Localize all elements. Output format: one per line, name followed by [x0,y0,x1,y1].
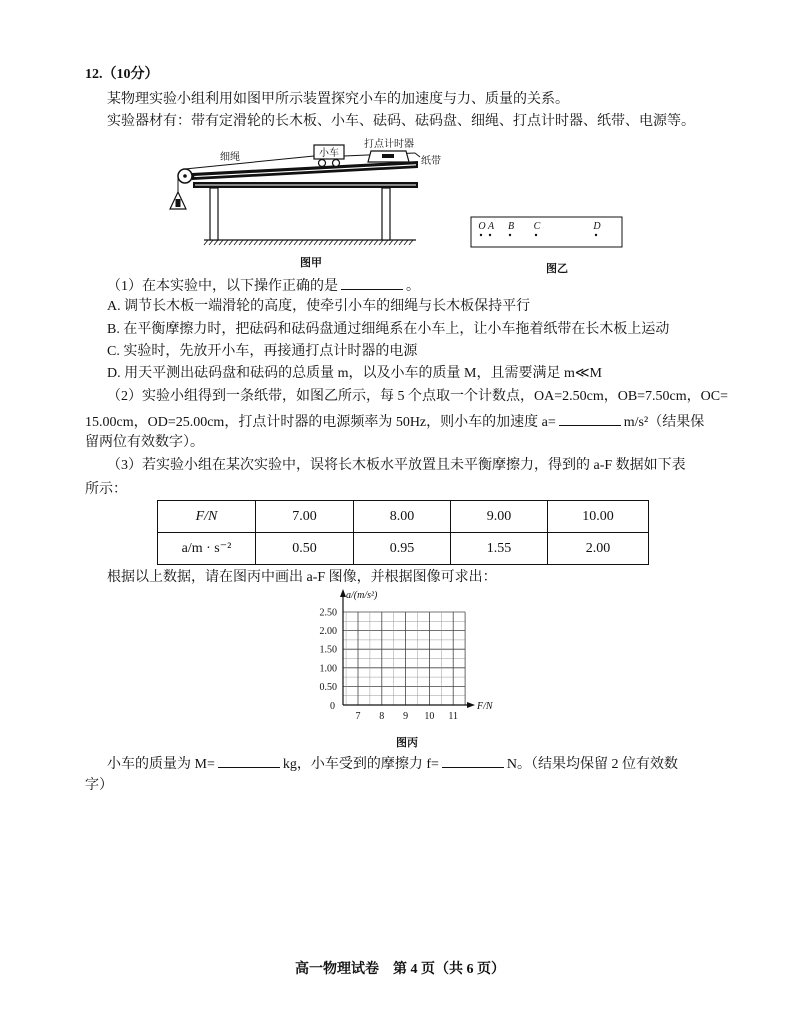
floor-hatch-mark [274,240,278,245]
answer-friction-text: kg，小车受到的摩擦力 f= [282,757,439,772]
floor-hatch-mark [404,240,408,245]
part-1-prompt-end: 。 [406,279,420,294]
option-b: B. 在平衡摩擦力时，把砝码和砝码盘通过细绳系在小车上，让小车拖着纸带在长木板上运动 [107,322,670,337]
point-label-b: B [507,221,515,232]
y-tick-label: 2.00 [319,626,337,638]
tape-dot [480,234,482,236]
floor-hatch-mark [359,240,363,245]
floor-hatch-mark [304,240,308,245]
x-tick-label: 11 [448,711,459,722]
option-c: C. 实验时，先放开小车，再接通打点计时器的电源 [107,344,418,359]
tape-leader [415,153,420,157]
y-tick-label: 2.50 [319,607,337,619]
floor-hatch-mark [349,240,353,245]
y-tick-label: 1.00 [319,663,337,675]
graph-instruction: 根据以上数据，请在图丙中画出 a-F 图像，并根据图像可求出： [107,570,497,585]
floor-hatch-mark [234,240,238,245]
floor-hatch-mark [244,240,248,245]
point-label-a: A [487,221,495,232]
part-2-text: 15.00cm，OD=25.00cm，打点计时器的电源频率为 50Hz，则小车的加速度 a= [85,415,556,430]
part-2-line-2 [85,410,704,433]
page-footer: 高一物理试卷 第 4 页（共 6 页） [295,962,505,977]
floor-hatch-mark [299,240,303,245]
cart-label: 小车 [319,148,339,159]
answer-blank-part-1 [341,274,403,290]
tape-label: 纸带 [421,156,441,167]
table-row-force [158,501,649,533]
tape-dot [595,234,597,236]
floor-hatch-mark [314,240,318,245]
floor-hatch-mark [264,240,268,245]
figure-b-tape [468,214,626,252]
answer-blank-mass [218,752,280,768]
floor-hatch-mark [354,240,358,245]
row-label-force: F/N [158,501,256,533]
floor-hatch-mark [289,240,293,245]
part-2-line-3: 留两位有效数字）。 [85,435,204,450]
row-label-acceleration: a/m · s⁻² [158,533,256,565]
floor-hatch-mark [344,240,348,245]
a-f-data-table [157,500,649,565]
figure-c-graph [298,588,498,726]
floor-hatch-mark [409,240,413,245]
floor-hatch-mark [219,240,223,245]
figure-c-caption: 图丙 [396,737,418,749]
intro-line-1: 某物理实验小组利用如图甲所示装置探究小车的加速度与力、质量的关系。 [107,92,569,107]
question-number: 12.（10分） [85,67,159,82]
figure-a-apparatus [168,136,443,248]
table-cell: 1.55 [451,533,548,565]
point-label-d: D [593,221,601,232]
table-cell: 0.95 [354,533,451,565]
long-board-edge [194,165,416,177]
cart-wheel [319,160,326,167]
floor-hatch-mark [249,240,253,245]
point-label-o: O [478,221,486,232]
floor-hatch-mark [379,240,383,245]
y-axis-label: a/(m/s²) [346,590,378,601]
weight-block [176,199,181,207]
answer-blank-friction [442,752,504,768]
floor-hatch-mark [399,240,403,245]
point-label-c: C [533,221,541,232]
table-cell: 0.50 [256,533,354,565]
floor-hatch-mark [309,240,313,245]
floor-hatch-mark [239,240,243,245]
x-axis-arrow [467,702,475,708]
floor-hatch-mark [284,240,288,245]
table-cell: 7.00 [256,501,354,533]
string-label: 细绳 [220,152,240,163]
table-cell: 10.00 [548,501,649,533]
floor [204,240,416,245]
timer-label: 打点计时器 [364,139,414,150]
floor-hatch-mark [369,240,373,245]
floor-hatch-mark [229,240,233,245]
floor-hatch-mark [279,240,283,245]
floor-hatch-mark [294,240,298,245]
floor-hatch-mark [334,240,338,245]
x-tick-label: 8 [379,711,385,722]
x-tick-label: 10 [424,711,435,722]
part-3-line-2: 所示： [85,482,127,497]
part-2-unit: m/s²（结果保 [623,415,705,430]
tape-dot [489,234,491,236]
string-horizontal [185,156,314,169]
tape-dot [509,234,511,236]
option-d: D. 用天平测出砝码盘和砝码的总质量 m，以及小车的质量 M，且需要满足 m≪M [107,366,602,381]
floor-hatch-mark [394,240,398,245]
x-axis-label: F/N [477,701,493,712]
timer-detail [382,154,394,158]
floor-hatch-mark [324,240,328,245]
table-row-acceleration [158,533,649,565]
x-tick-label: 9 [403,711,409,722]
table-cell: 2.00 [548,533,649,565]
intro-line-2: 实验器材有：带有定滑轮的长木板、小车、砝码、砝码盘、细绳、打点计时器、纸带、电源等。 [107,114,695,129]
floor-hatch-mark [319,240,323,245]
floor-hatch-mark [364,240,368,245]
answer-blank-acceleration [559,410,621,426]
floor-hatch-mark [214,240,218,245]
cart-wheel [333,160,340,167]
graph-grid [343,612,465,705]
floor-hatch-mark [389,240,393,245]
floor-hatch-mark [329,240,333,245]
table-leg-right [382,188,390,240]
floor-hatch-mark [339,240,343,245]
floor-hatch-mark [269,240,273,245]
figure-b-caption: 图乙 [546,263,568,275]
part-3-line-1: （3）若实验小组在某次实验中，误将长木板水平放置且未平衡摩擦力，得到的 a-F 数据如下表 [107,458,686,473]
tape-dot [535,234,537,236]
floor-hatch-mark [254,240,258,245]
figure-a-caption: 图甲 [300,257,322,269]
part-1-prompt [107,274,420,297]
table-cell: 9.00 [451,501,548,533]
answer-line [107,752,678,775]
floor-hatch-mark [224,240,228,245]
floor-hatch-mark [384,240,388,245]
option-a: A. 调节长木板一端滑轮的高度，使牵引小车的细绳与长木板保持平行 [107,299,531,314]
x-tick-label: 7 [355,711,361,722]
floor-hatch-mark [204,240,208,245]
y-tick-label: 1.50 [319,644,337,656]
part-1-prompt-text: （1）在本实验中，以下操作正确的是 [107,279,338,294]
answer-mass-text: 小车的质量为 M= [107,757,215,772]
floor-hatch-mark [374,240,378,245]
floor-hatch-mark [259,240,263,245]
floor-hatch-mark [209,240,213,245]
answer-note: N。（结果均保留 2 位有效数 [506,757,679,772]
part-2-line-1: （2）实验小组得到一条纸带，如图乙所示，每 5 个点取一个计数点，OA=2.50cm，OB=7.50cm，OC= [107,389,729,404]
y-tick-label: 0 [330,701,335,712]
answer-line-wrap: 字） [85,778,113,793]
table-cell: 8.00 [354,501,451,533]
table-leg-left [210,188,218,240]
y-tick-label: 0.50 [319,681,337,693]
pulley-axle [183,174,187,178]
